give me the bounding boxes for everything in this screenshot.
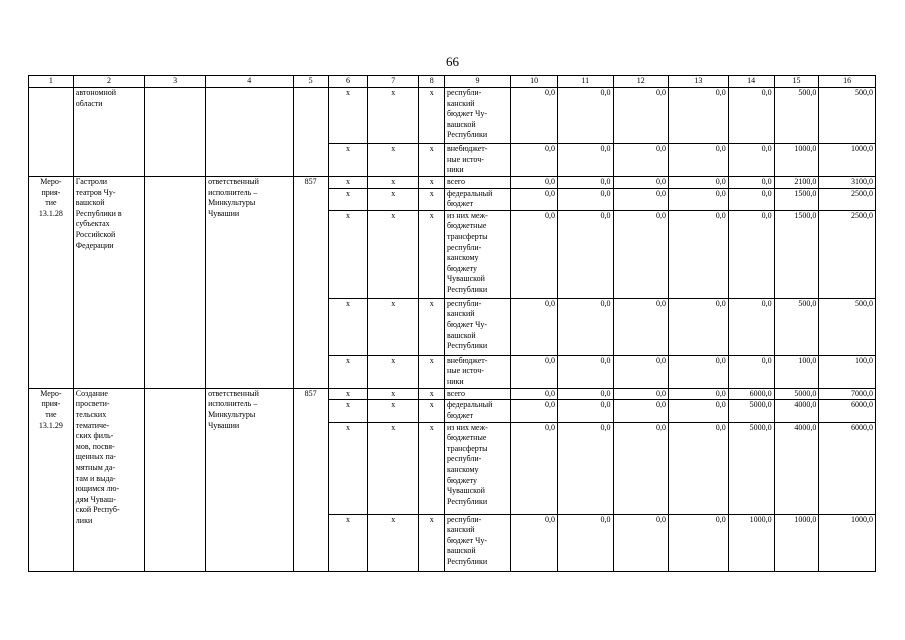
header-cell: 9 — [444, 76, 510, 88]
code-cell — [293, 88, 328, 177]
value-cell-10: 0,0 — [511, 514, 558, 571]
value-cell-15: 5000,0 — [774, 388, 819, 400]
value-cell-14: 0,0 — [728, 188, 774, 210]
value-cell-10: 0,0 — [511, 400, 558, 422]
code-cell: 857 — [293, 177, 328, 389]
event-number-cell — [29, 88, 74, 177]
value-cell-16: 1000,0 — [819, 144, 876, 177]
value-cell-15: 500,0 — [774, 88, 819, 144]
header-cell: 10 — [511, 76, 558, 88]
value-cell-12: 0,0 — [613, 514, 668, 571]
value-cell-16: 500,0 — [819, 88, 876, 144]
col6-cell: х — [328, 144, 367, 177]
value-cell-12: 0,0 — [613, 210, 668, 298]
value-cell-16: 6000,0 — [819, 422, 876, 514]
col3-cell — [145, 177, 206, 389]
value-cell-11: 0,0 — [558, 144, 613, 177]
value-cell-14: 0,0 — [728, 144, 774, 177]
header-cell: 1 — [29, 76, 74, 88]
col7-cell: х — [368, 388, 419, 400]
funding-source-cell: всего — [444, 177, 510, 189]
budget-table — [28, 75, 876, 572]
value-cell-10: 0,0 — [511, 355, 558, 388]
value-cell-15: 100,0 — [774, 355, 819, 388]
col6-cell: х — [328, 210, 367, 298]
header-cell: 16 — [819, 76, 876, 88]
value-cell-13: 0,0 — [668, 298, 728, 355]
col8-cell: х — [419, 514, 445, 571]
header-cell: 3 — [145, 76, 206, 88]
col8-cell: х — [419, 177, 445, 189]
col6-cell: х — [328, 88, 367, 144]
value-cell-11: 0,0 — [558, 298, 613, 355]
value-cell-13: 0,0 — [668, 210, 728, 298]
value-cell-12: 0,0 — [613, 400, 668, 422]
value-cell-14: 0,0 — [728, 177, 774, 189]
header-cell: 4 — [206, 76, 293, 88]
executor-cell — [206, 88, 293, 177]
value-cell-15: 1000,0 — [774, 514, 819, 571]
value-cell-11: 0,0 — [558, 210, 613, 298]
col3-cell — [145, 88, 206, 177]
table-row — [29, 88, 876, 144]
header-cell: 7 — [368, 76, 419, 88]
value-cell-11: 0,0 — [558, 88, 613, 144]
value-cell-16: 500,0 — [819, 298, 876, 355]
funding-source-cell: внебюджет- ные источ- ники — [444, 355, 510, 388]
value-cell-14: 0,0 — [728, 355, 774, 388]
col7-cell: х — [368, 188, 419, 210]
value-cell-14: 0,0 — [728, 210, 774, 298]
col6-cell: х — [328, 388, 367, 400]
value-cell-11: 0,0 — [558, 355, 613, 388]
col8-cell: х — [419, 210, 445, 298]
value-cell-11: 0,0 — [558, 400, 613, 422]
value-cell-15: 500,0 — [774, 298, 819, 355]
col7-cell: х — [368, 210, 419, 298]
executor-cell: ответственный исполнитель – Минкультуры Чувашии — [206, 177, 293, 389]
value-cell-11: 0,0 — [558, 177, 613, 189]
value-cell-16: 100,0 — [819, 355, 876, 388]
table-row — [29, 388, 876, 400]
value-cell-14: 5000,0 — [728, 422, 774, 514]
value-cell-16: 3100,0 — [819, 177, 876, 189]
value-cell-12: 0,0 — [613, 298, 668, 355]
header-row — [29, 76, 876, 88]
header-cell: 6 — [328, 76, 367, 88]
col7-cell: х — [368, 400, 419, 422]
col8-cell: х — [419, 422, 445, 514]
value-cell-12: 0,0 — [613, 88, 668, 144]
col8-cell: х — [419, 355, 445, 388]
header-cell: 2 — [73, 76, 144, 88]
value-cell-16: 2500,0 — [819, 188, 876, 210]
table-row — [29, 177, 876, 189]
value-cell-10: 0,0 — [511, 388, 558, 400]
value-cell-15: 1500,0 — [774, 188, 819, 210]
value-cell-10: 0,0 — [511, 298, 558, 355]
funding-source-cell: всего — [444, 388, 510, 400]
col7-cell: х — [368, 177, 419, 189]
value-cell-15: 4000,0 — [774, 422, 819, 514]
value-cell-13: 0,0 — [668, 400, 728, 422]
col6-cell: х — [328, 422, 367, 514]
col6-cell: х — [328, 188, 367, 210]
header-cell: 12 — [613, 76, 668, 88]
value-cell-13: 0,0 — [668, 177, 728, 189]
value-cell-11: 0,0 — [558, 388, 613, 400]
value-cell-10: 0,0 — [511, 210, 558, 298]
event-number-cell: Меро- прия- тие 13.1.29 — [29, 388, 74, 571]
value-cell-13: 0,0 — [668, 88, 728, 144]
col8-cell: х — [419, 188, 445, 210]
funding-source-cell: республи- канский бюджет Чу- вашской Республики — [444, 514, 510, 571]
value-cell-15: 4000,0 — [774, 400, 819, 422]
value-cell-10: 0,0 — [511, 144, 558, 177]
value-cell-14: 5000,0 — [728, 400, 774, 422]
header-cell: 5 — [293, 76, 328, 88]
value-cell-15: 1500,0 — [774, 210, 819, 298]
value-cell-16: 2500,0 — [819, 210, 876, 298]
value-cell-12: 0,0 — [613, 355, 668, 388]
event-name-cell: Гастроли театров Чу- вашской Республики в субъектах Российской Федерации — [73, 177, 144, 389]
value-cell-11: 0,0 — [558, 188, 613, 210]
col6-cell: х — [328, 400, 367, 422]
col7-cell: х — [368, 422, 419, 514]
value-cell-10: 0,0 — [511, 177, 558, 189]
executor-cell: ответственный исполнитель – Минкультуры Чувашии — [206, 388, 293, 571]
value-cell-10: 0,0 — [511, 88, 558, 144]
value-cell-11: 0,0 — [558, 422, 613, 514]
funding-source-cell: республи- канский бюджет Чу- вашской Республики — [444, 88, 510, 144]
value-cell-15: 1000,0 — [774, 144, 819, 177]
col7-cell: х — [368, 144, 419, 177]
col6-cell: х — [328, 298, 367, 355]
value-cell-13: 0,0 — [668, 388, 728, 400]
value-cell-11: 0,0 — [558, 514, 613, 571]
value-cell-13: 0,0 — [668, 514, 728, 571]
col8-cell: х — [419, 388, 445, 400]
header-cell: 8 — [419, 76, 445, 88]
funding-source-cell: из них меж- бюджетные трансферты республи- канскому бюджету Чувашской Республики — [444, 422, 510, 514]
funding-source-cell: федеральный бюджет — [444, 188, 510, 210]
col3-cell — [145, 388, 206, 571]
header-cell: 15 — [774, 76, 819, 88]
value-cell-12: 0,0 — [613, 388, 668, 400]
funding-source-cell: республи- канский бюджет Чу- вашской Республики — [444, 298, 510, 355]
value-cell-14: 1000,0 — [728, 514, 774, 571]
col7-cell: х — [368, 514, 419, 571]
value-cell-13: 0,0 — [668, 422, 728, 514]
page-number: 66 — [446, 54, 459, 69]
code-cell: 857 — [293, 388, 328, 571]
value-cell-13: 0,0 — [668, 188, 728, 210]
value-cell-13: 0,0 — [668, 144, 728, 177]
value-cell-14: 6000,0 — [728, 388, 774, 400]
value-cell-14: 0,0 — [728, 88, 774, 144]
value-cell-16: 1000,0 — [819, 514, 876, 571]
funding-source-cell: федеральный бюджет — [444, 400, 510, 422]
header-cell: 14 — [728, 76, 774, 88]
funding-source-cell: из них меж- бюджетные трансферты республи- канскому бюджету Чувашской Республики — [444, 210, 510, 298]
col6-cell: х — [328, 177, 367, 189]
value-cell-10: 0,0 — [511, 188, 558, 210]
value-cell-12: 0,0 — [613, 177, 668, 189]
value-cell-12: 0,0 — [613, 422, 668, 514]
value-cell-10: 0,0 — [511, 422, 558, 514]
col6-cell: х — [328, 514, 367, 571]
col7-cell: х — [368, 298, 419, 355]
col8-cell: х — [419, 88, 445, 144]
event-number-cell: Меро- прия- тие 13.1.28 — [29, 177, 74, 389]
col7-cell: х — [368, 88, 419, 144]
funding-source-cell: внебюджет- ные источ- ники — [444, 144, 510, 177]
value-cell-16: 7000,0 — [819, 388, 876, 400]
value-cell-12: 0,0 — [613, 144, 668, 177]
event-name-cell: автономной области — [73, 88, 144, 177]
value-cell-13: 0,0 — [668, 355, 728, 388]
value-cell-12: 0,0 — [613, 188, 668, 210]
value-cell-16: 6000,0 — [819, 400, 876, 422]
value-cell-15: 2100,0 — [774, 177, 819, 189]
col8-cell: х — [419, 298, 445, 355]
col8-cell: х — [419, 400, 445, 422]
value-cell-14: 0,0 — [728, 298, 774, 355]
header-cell: 11 — [558, 76, 613, 88]
col6-cell: х — [328, 355, 367, 388]
event-name-cell: Создание просвети- тельских тематиче- ских филь- мов, посвя- щенных па- мятным да- там и выда- ющимся лю- дям Чуваш- ской Респуб- лики — [73, 388, 144, 571]
col7-cell: х — [368, 355, 419, 388]
header-cell: 13 — [668, 76, 728, 88]
col8-cell: х — [419, 144, 445, 177]
